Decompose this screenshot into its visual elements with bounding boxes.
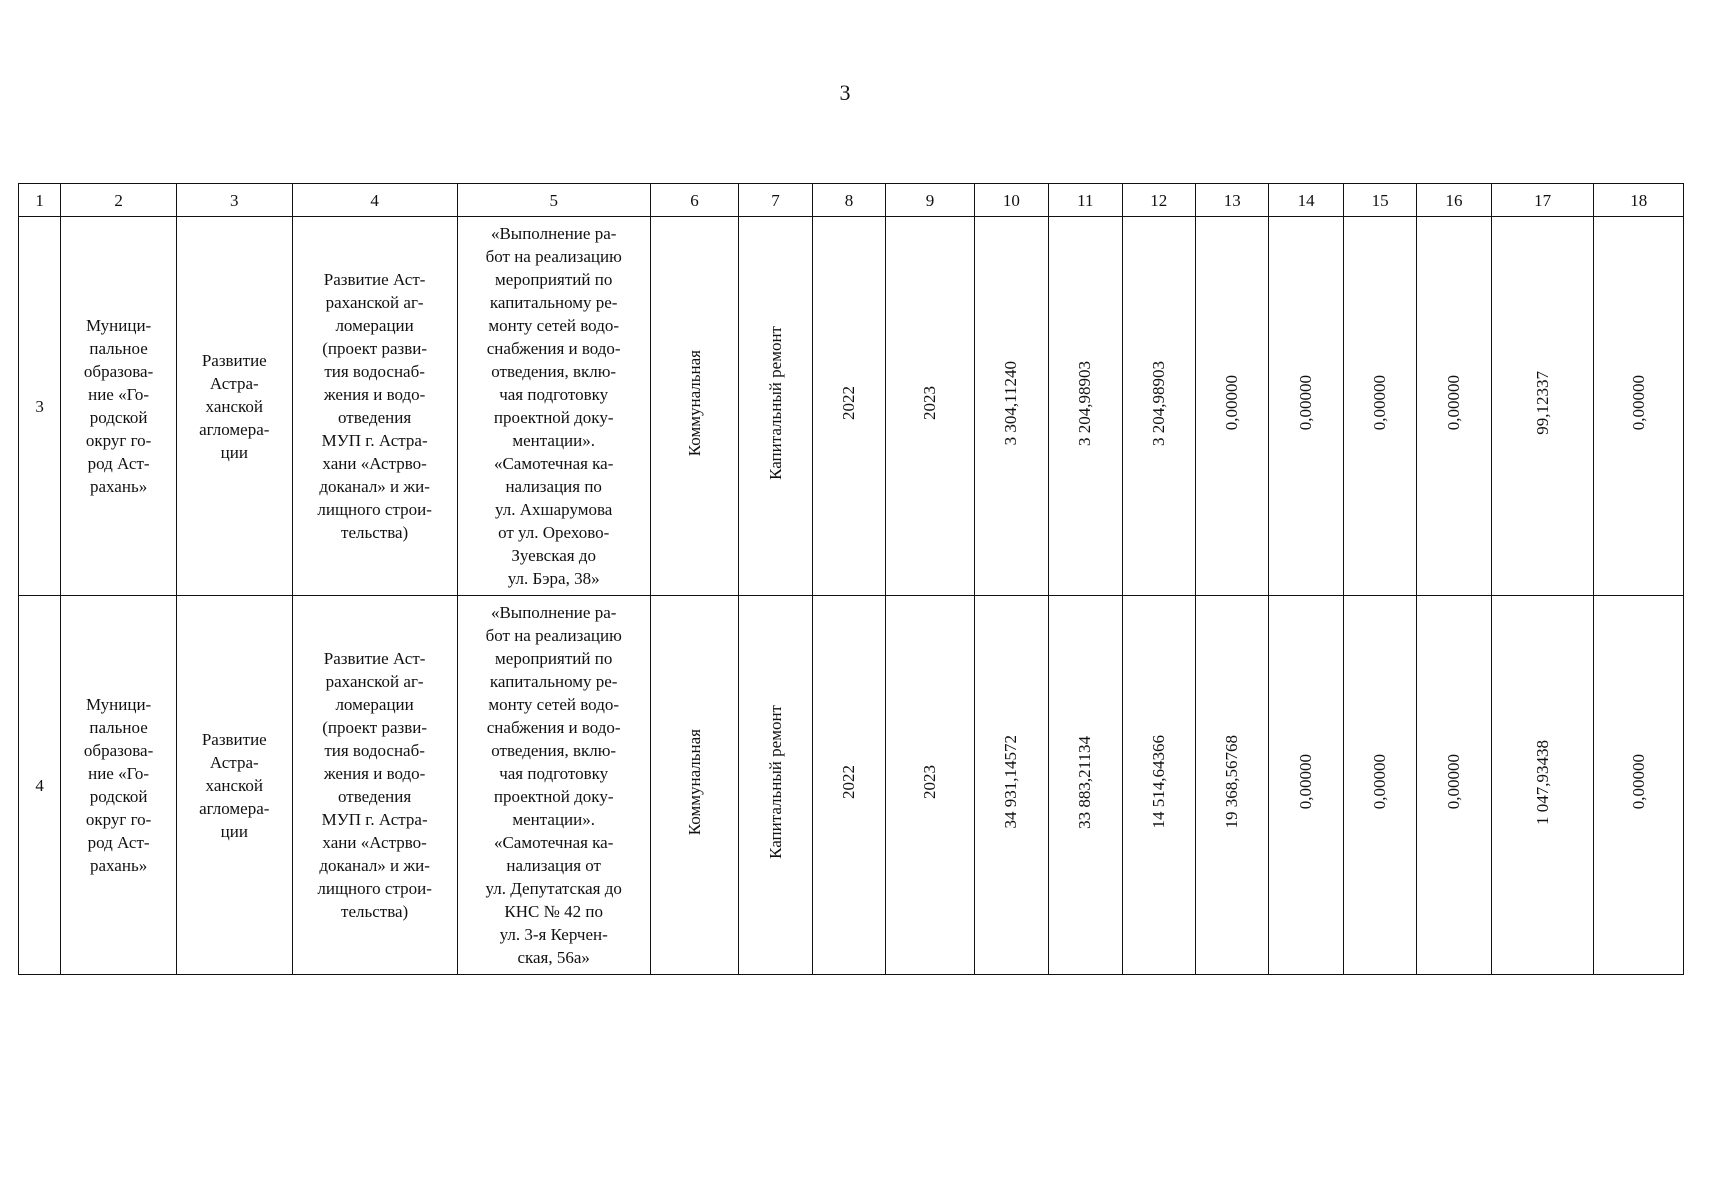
column-header-15: 15 (1343, 184, 1416, 217)
table-cell-col-4 (292, 217, 457, 596)
investment-table (18, 183, 1684, 975)
table-cell-col-13 (1196, 596, 1269, 975)
table-cell-col-3 (176, 596, 292, 975)
column-header-2: 2 (61, 184, 177, 217)
table-cell-col-2 (61, 596, 177, 975)
table-cell-col-14 (1269, 217, 1343, 596)
cell-text: 2022 (838, 386, 858, 420)
cell-text: Развитие Астра- ханской агломера- ции (199, 350, 270, 462)
column-header-17: 17 (1491, 184, 1594, 217)
table-cell-col-7 (739, 217, 812, 596)
cell-text: 4 (35, 775, 44, 795)
cell-text: 3 204,98903 (1148, 360, 1168, 446)
table-cell-col-5 (457, 217, 650, 596)
column-header-10: 10 (974, 184, 1048, 217)
cell-text: Коммунальная (684, 349, 704, 457)
column-header-8: 8 (812, 184, 885, 217)
table-cell-col-11 (1049, 217, 1122, 596)
column-header-9: 9 (886, 184, 975, 217)
table-cell-col-6 (650, 596, 739, 975)
table-cell-col-4 (292, 596, 457, 975)
column-header-14: 14 (1269, 184, 1343, 217)
table-row (19, 596, 1684, 975)
cell-text: 3 (35, 396, 44, 416)
table-cell-col-10 (974, 217, 1048, 596)
table-cell-col-14 (1269, 596, 1343, 975)
column-header-7: 7 (739, 184, 812, 217)
cell-text: 3 304,11240 (1001, 360, 1021, 446)
page-number: 3 (839, 80, 851, 105)
cell-text: 0,00000 (1370, 754, 1390, 810)
column-header-12: 12 (1122, 184, 1195, 217)
column-header-3: 3 (176, 184, 292, 217)
column-header-13: 13 (1196, 184, 1269, 217)
table-cell-col-5 (457, 596, 650, 975)
cell-text: «Выполнение ра- бот на реализацию мероприятий по капитальному ре- монту сетей водо- снабжения и водо- отведения, вклю- чая подготовку проектной доку- ментации». «Самотечная ка- нализация по ул. Ахшарумова от ул. Орехово- Зуевская до ул. Бэра, 38» (485, 224, 622, 588)
cell-text: 0,00000 (1296, 754, 1316, 810)
table-cell-col-13 (1196, 217, 1269, 596)
cell-text: 2023 (919, 765, 939, 799)
cell-text: Развитие Астра- ханской агломера- ции (199, 729, 270, 841)
cell-text: 0,00000 (1296, 375, 1316, 431)
table-cell-col-7 (739, 596, 812, 975)
table-cell-col-9 (886, 217, 975, 596)
table-cell-col-15 (1343, 596, 1416, 975)
cell-text: 0,00000 (1628, 375, 1648, 431)
table-cell-col-6 (650, 217, 739, 596)
column-header-5: 5 (457, 184, 650, 217)
table-cell-col-11 (1049, 596, 1122, 975)
table-cell-col-1 (19, 596, 61, 975)
cell-text: 33 883,21134 (1075, 735, 1095, 829)
cell-text: 2023 (919, 386, 939, 420)
cell-text: 0,00000 (1628, 754, 1648, 810)
cell-text: 19 368,56768 (1222, 735, 1242, 829)
table-cell-col-18 (1594, 217, 1684, 596)
cell-text: 3 204,98903 (1075, 360, 1095, 446)
table-cell-col-16 (1417, 596, 1491, 975)
cell-text: Развитие Аст- раханской аг- ломерации (проект разви- тия водоснаб- жения и водо- отведения МУП г. Астра- хани «Астрво- доканал» и жи- лищного строи- тельства) (317, 649, 432, 921)
cell-text: 99,12337 (1532, 371, 1552, 435)
cell-text: 0,00000 (1222, 375, 1242, 431)
table-cell-col-18 (1594, 596, 1684, 975)
column-header-11: 11 (1049, 184, 1122, 217)
table-cell-col-17 (1491, 596, 1594, 975)
cell-text: Развитие Аст- раханской аг- ломерации (проект разви- тия водоснаб- жения и водо- отведения МУП г. Астра- хани «Астрво- доканал» и жи- лищного строи- тельства) (317, 270, 432, 542)
column-header-16: 16 (1417, 184, 1491, 217)
cell-text: 0,00000 (1444, 754, 1464, 810)
column-header-1: 1 (19, 184, 61, 217)
header-row (19, 184, 1684, 217)
cell-text: Муници- пальное образова- ние «Го- родской округ го- род Аст- рахань» (83, 695, 154, 875)
cell-text: 1 047,93438 (1532, 739, 1552, 825)
cell-text: 0,00000 (1444, 375, 1464, 431)
table-cell-col-17 (1491, 217, 1594, 596)
column-header-18: 18 (1594, 184, 1684, 217)
cell-text: 2022 (838, 765, 858, 799)
table-cell-col-2 (61, 217, 177, 596)
cell-text: Муници- пальное образова- ние «Го- родской округ го- род Аст- рахань» (83, 316, 154, 496)
cell-text: 0,00000 (1370, 375, 1390, 431)
table-cell-col-8 (812, 596, 885, 975)
table-cell-col-10 (974, 596, 1048, 975)
table-cell-col-9 (886, 596, 975, 975)
cell-text: 14 514,64366 (1148, 735, 1168, 829)
cell-text: Капитальный ремонт (765, 326, 785, 480)
table-cell-col-15 (1343, 217, 1416, 596)
table-cell-col-12 (1122, 596, 1195, 975)
table-row (19, 217, 1684, 596)
table-cell-col-12 (1122, 217, 1195, 596)
cell-text: 34 931,14572 (1001, 735, 1021, 829)
table-cell-col-1 (19, 217, 61, 596)
column-header-4: 4 (292, 184, 457, 217)
table-cell-col-16 (1417, 217, 1491, 596)
cell-text: Коммунальная (684, 728, 704, 836)
table-cell-col-8 (812, 217, 885, 596)
cell-text: «Выполнение ра- бот на реализацию мероприятий по капитальному ре- монту сетей водо- снабжения и водо- отведения, вклю- чая подготовку проектной доку- ментации». «Самотечная ка- нализация от ул. Депутатская до КНС № 42 по ул. 3-я Керчен- ская, 56а» (485, 603, 622, 967)
column-header-6: 6 (650, 184, 739, 217)
cell-text: Капитальный ремонт (765, 705, 785, 859)
table-cell-col-3 (176, 217, 292, 596)
